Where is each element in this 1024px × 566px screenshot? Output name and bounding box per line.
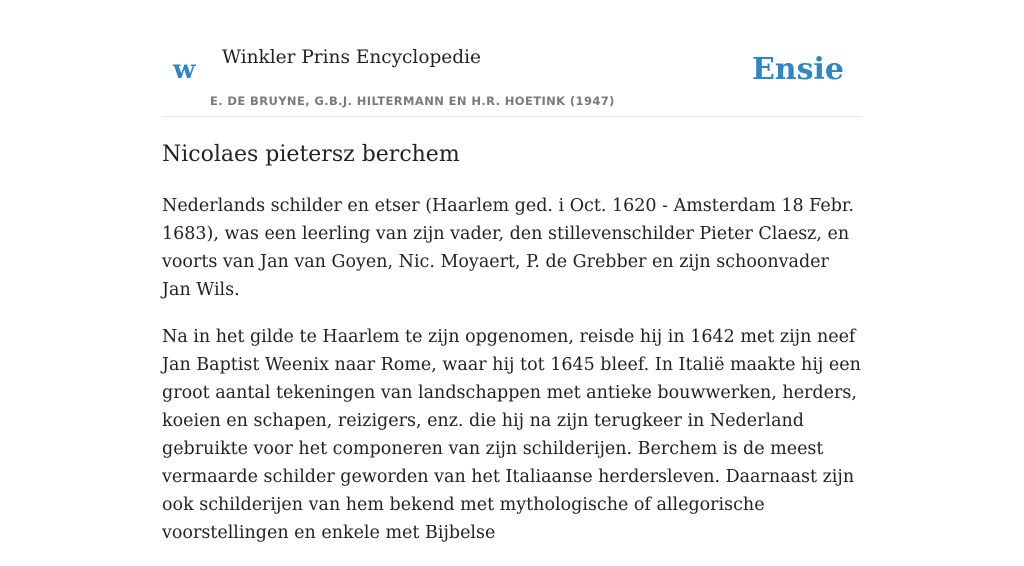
winkler-prins-logo[interactable]: w [173, 55, 196, 85]
encyclopedia-header [162, 0, 862, 117]
ensie-logo[interactable]: Ensie [751, 52, 844, 87]
page [162, 0, 862, 543]
publication-authors: E. DE BRUYNE, G.B.J. HILTERMANN EN H.R. HOETINK (1947) [210, 94, 615, 108]
article-paragraph: Nederlands schilder en etser (Haarlem ged. i Oct. 1620 - Amsterdam 18 Febr. 1683), was een leerling van zijn vader, den stillevenschilder Pieter Claesz, en voorts van Jan van Goyen, Nic. Moyaert, P. de Grebber en zijn schoonvader Jan Wils. [162, 196, 854, 300]
article-paragraph: Na in het gilde te Haarlem te zijn opgenomen, reisde hij in 1642 met zijn neef Jan Baptist Weenix naar Rome, waar hij tot 1645 bleef. In Italië maakte hij een groot aantal tekeningen van landschappen met antieke bouwwerken, herders, koeien en schapen, reizigers, enz. die hij na zijn terugkeer in Nederland gebruikte voor het componeren van zijn schilderijen. Berchem is de meest vermaarde schilder geworden van het Italiaanse herdersleven. Daarnaast zijn ook schilderijen van hem bekend met mythologische of allegorische voorstellingen en enkele met Bijbelse [162, 327, 861, 543]
publication-title[interactable]: Winkler Prins Encyclopedie [222, 47, 481, 68]
article-body [162, 192, 862, 566]
article-title: Nicolaes pietersz berchem [162, 142, 460, 167]
